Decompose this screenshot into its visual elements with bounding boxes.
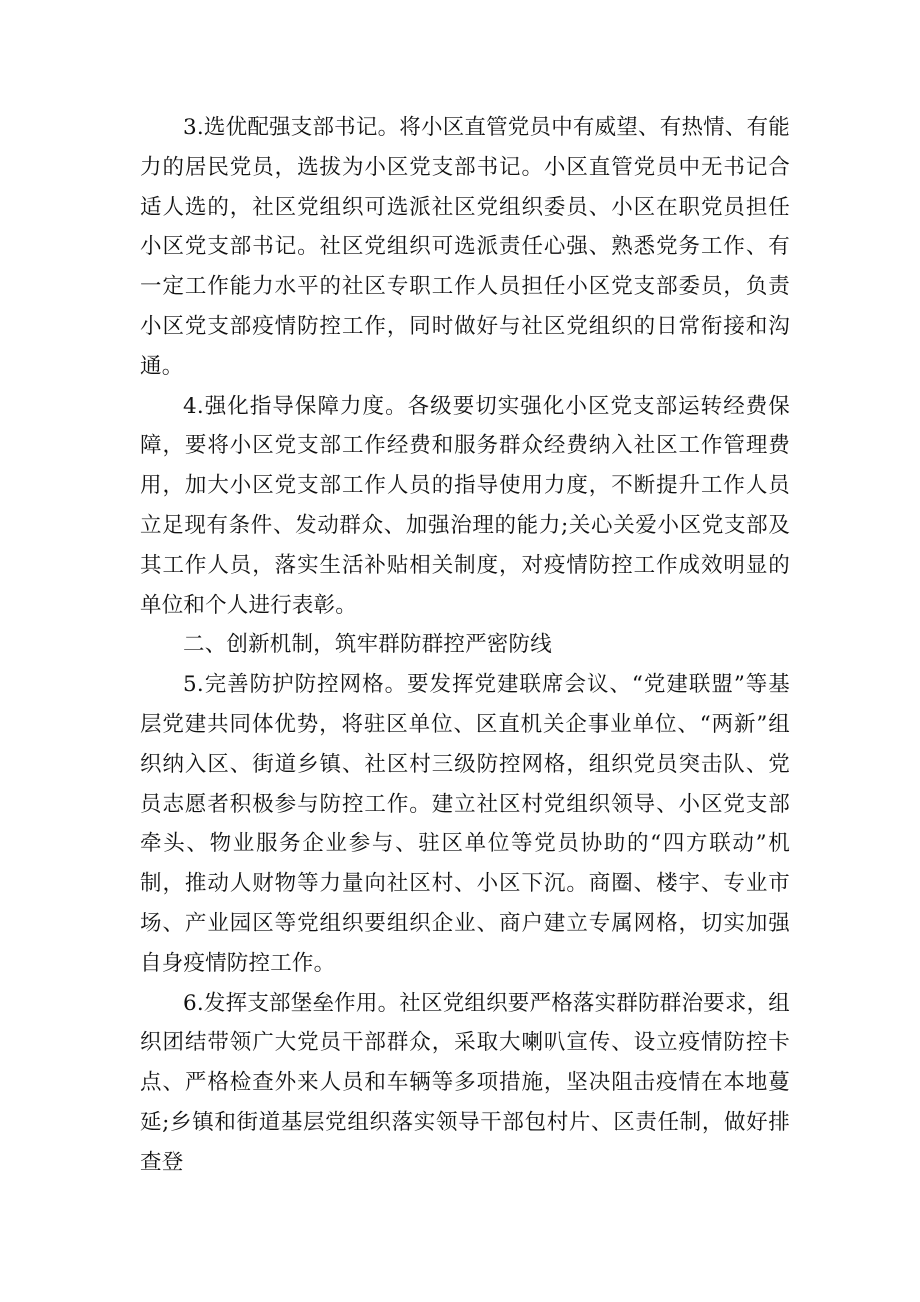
paragraph-6-branch-fortress: 6.发挥支部堡垒作用。社区党组织要严格落实群防群治要求，组织团结带领广大党员干部群众，采取大喇叭宣传、设立疫情防控卡点、严格检查外来人员和车辆等多项措施，坚决阻击疫情在本地蔓延;乡镇和街道基层党组织落实领导干部包村片、区责任制，做好排查登: [140, 990, 790, 1175]
document-page: [140, 108, 790, 1183]
paragraph-3-branch-secretary: 3.选优配强支部书记。将小区直管党员中有威望、有热情、有能力的居民党员，选拔为小区党支部书记。小区直管党员中无书记合适人选的，社区党组织可选派社区党组织委员、小区在职党员担任小区党支部书记。社区党组织可选派责任心强、熟悉党务工作、有一定工作能力水平的社区专职工作人员担任小区党支部委员，负责小区党支部疫情防控工作，同时做好与社区党组织的日常衔接和沟通。: [140, 115, 790, 379]
paragraph-4-guidance-guarantee: 4.强化指导保障力度。各级要切实强化小区党支部运转经费保障，要将小区党支部工作经费和服务群众经费纳入社区工作管理费用，加大小区党支部工作人员的指导使用力度，不断提升工作人员立足现有条件、发动群众、加强治理的能力;关心关爱小区党支部及其工作人员，落实生活补贴相关制度，对疫情防控工作成效明显的单位和个人进行表彰。: [140, 393, 790, 618]
paragraph-5-prevention-grid: 5.完善防护防控网格。要发挥党建联席会议、“党建联盟”等基层党建共同体优势，将驻区单位、区直机关企事业单位、“两新”组织纳入区、街道乡镇、社区村三级防控网格，组织党员突击队、党员志愿者积极参与防控工作。建立社区村党组织领导、小区党支部牵头、物业服务企业参与、驻区单位等党员协助的“四方联动”机制，推动人财物等力量向社区村、小区下沉。商圈、楼宇、专业市场、产业园区等党组织要组织企业、商户建立专属网格，切实加强自身疫情防控工作。: [140, 672, 790, 976]
section-heading-2: 二、创新机制，筑牢群防群控严密防线: [183, 632, 552, 658]
